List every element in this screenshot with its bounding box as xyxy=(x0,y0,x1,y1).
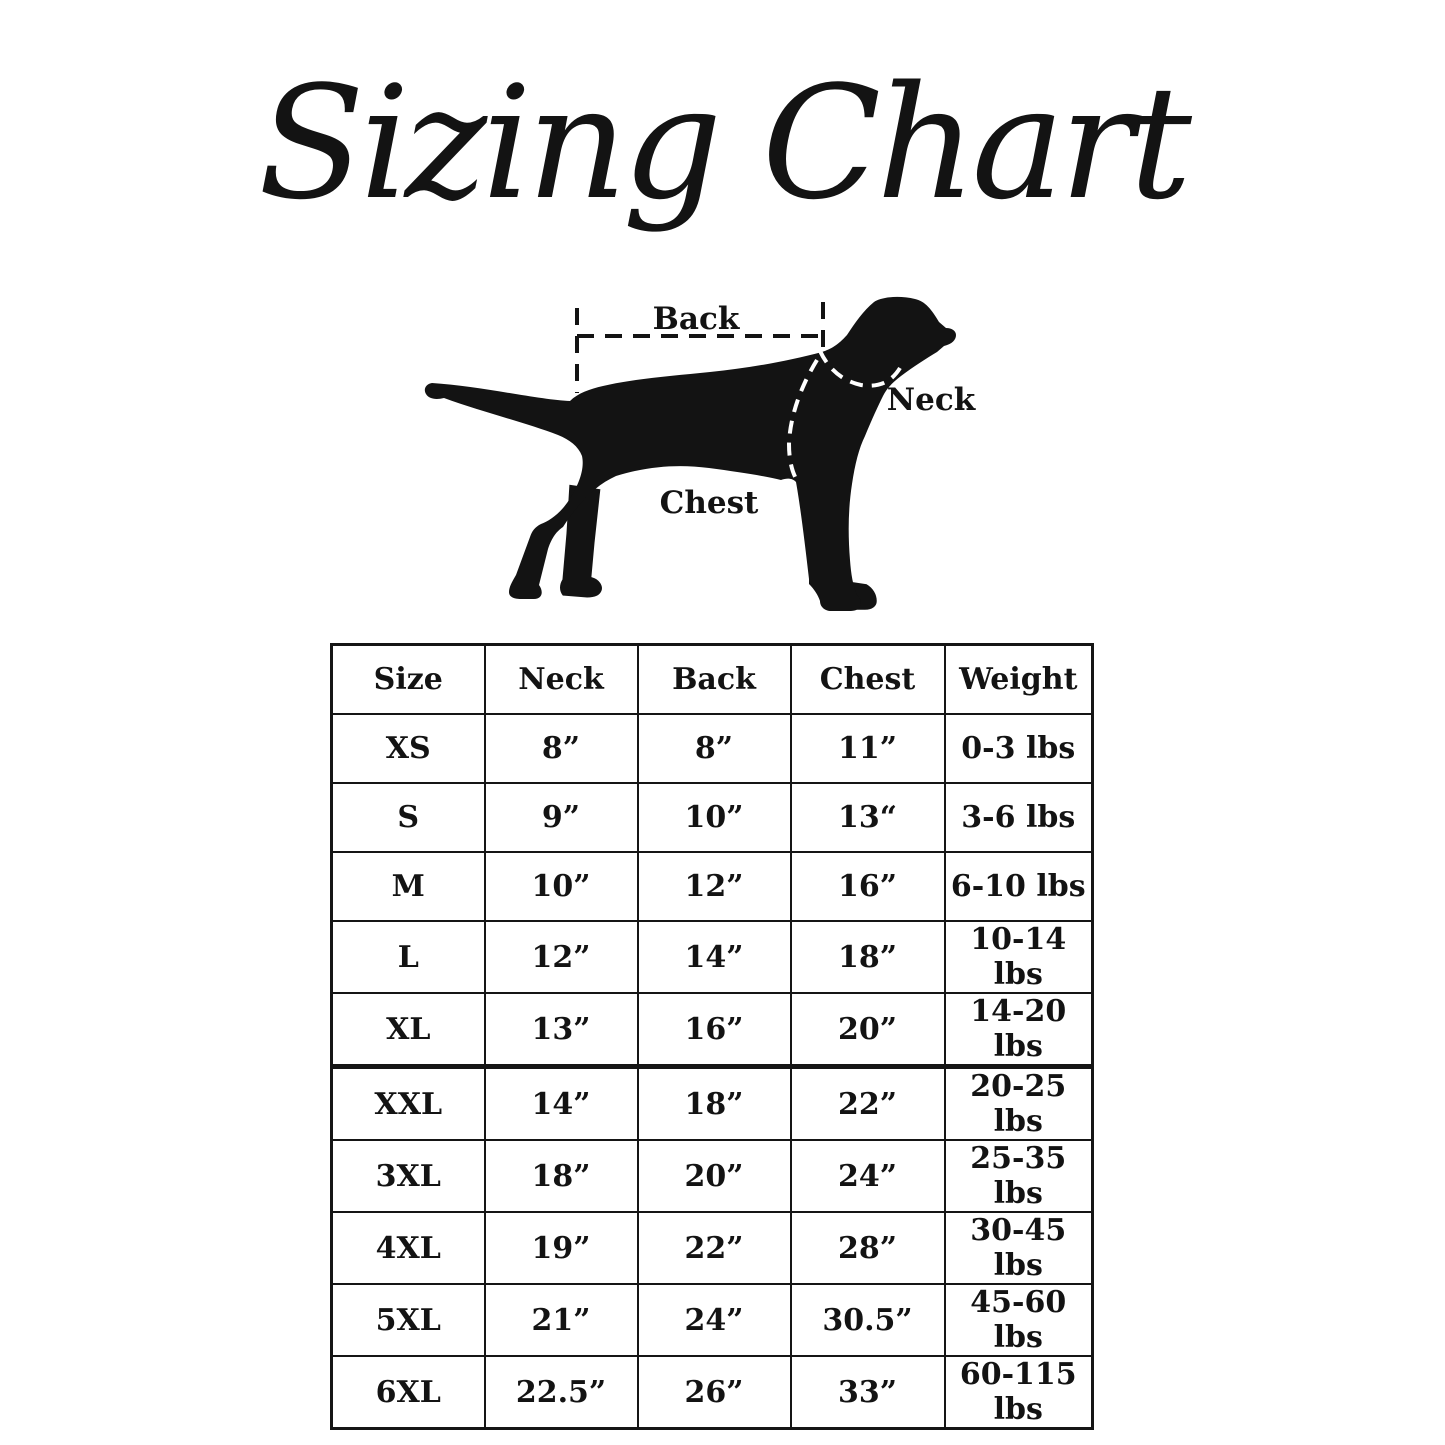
neck-cell: 10” xyxy=(485,852,638,921)
neck-cell: 9” xyxy=(485,783,638,852)
weight-cell: 45-60 lbs xyxy=(945,1284,1093,1356)
chest-cell: 30.5” xyxy=(791,1284,945,1356)
weight-cell: 3-6 lbs xyxy=(945,783,1093,852)
dog-silhouette xyxy=(425,297,956,611)
neck-cell: 8” xyxy=(485,714,638,783)
back-cell: 18” xyxy=(638,1067,791,1141)
chest-cell: 13“ xyxy=(791,783,945,852)
size-row-XXL xyxy=(332,1067,1093,1141)
page-title: Sizing Chart xyxy=(258,52,1187,234)
column-header-size: Size xyxy=(332,645,485,715)
column-header-chest: Chest xyxy=(791,645,945,715)
sizing-table-body xyxy=(332,714,1093,1429)
chest-cell: 16” xyxy=(791,852,945,921)
back-cell: 10” xyxy=(638,783,791,852)
size-cell: 6XL xyxy=(332,1356,485,1429)
size-cell: L xyxy=(332,921,485,993)
chest-cell: 33” xyxy=(791,1356,945,1429)
back-cell: 12” xyxy=(638,852,791,921)
back-cell: 16” xyxy=(638,993,791,1067)
neck-cell: 19” xyxy=(485,1212,638,1284)
size-row-6XL xyxy=(332,1356,1093,1429)
neck-cell: 22.5” xyxy=(485,1356,638,1429)
size-row-XL xyxy=(332,993,1093,1067)
weight-cell: 0-3 lbs xyxy=(945,714,1093,783)
back-cell: 22” xyxy=(638,1212,791,1284)
size-cell: 3XL xyxy=(332,1140,485,1212)
dog-measurement-diagram xyxy=(420,288,980,638)
column-header-weight: Weight xyxy=(945,645,1093,715)
weight-cell: 30-45 lbs xyxy=(945,1212,1093,1284)
neck-label: Neck xyxy=(886,382,976,418)
size-row-L xyxy=(332,921,1093,993)
size-row-S xyxy=(332,783,1093,852)
sizing-table-header xyxy=(332,645,1093,715)
back-cell: 14” xyxy=(638,921,791,993)
chest-cell: 18” xyxy=(791,921,945,993)
back-cell: 8” xyxy=(638,714,791,783)
neck-cell: 14” xyxy=(485,1067,638,1141)
back-cell: 20” xyxy=(638,1140,791,1212)
column-header-back: Back xyxy=(638,645,791,715)
size-row-5XL xyxy=(332,1284,1093,1356)
weight-cell: 20-25 lbs xyxy=(945,1067,1093,1141)
chest-label: Chest xyxy=(659,485,759,521)
size-cell: 4XL xyxy=(332,1212,485,1284)
size-cell: XXL xyxy=(332,1067,485,1141)
size-row-4XL xyxy=(332,1212,1093,1284)
column-header-neck: Neck xyxy=(485,645,638,715)
back-cell: 24” xyxy=(638,1284,791,1356)
chest-cell: 28” xyxy=(791,1212,945,1284)
chest-cell: 20” xyxy=(791,993,945,1067)
neck-cell: 21” xyxy=(485,1284,638,1356)
size-cell: XL xyxy=(332,993,485,1067)
weight-cell: 10-14 lbs xyxy=(945,921,1093,993)
neck-cell: 18” xyxy=(485,1140,638,1212)
weight-cell: 60-115 lbs xyxy=(945,1356,1093,1429)
weight-cell: 6-10 lbs xyxy=(945,852,1093,921)
header-row xyxy=(332,645,1093,715)
neck-cell: 12” xyxy=(485,921,638,993)
dog-diagram-svg xyxy=(420,288,980,638)
chest-cell: 11” xyxy=(791,714,945,783)
back-cell: 26” xyxy=(638,1356,791,1429)
size-row-XS xyxy=(332,714,1093,783)
size-cell: 5XL xyxy=(332,1284,485,1356)
chest-cell: 24” xyxy=(791,1140,945,1212)
chest-cell: 22” xyxy=(791,1067,945,1141)
weight-cell: 14-20 lbs xyxy=(945,993,1093,1067)
sizing-table xyxy=(330,643,1094,1430)
size-cell: S xyxy=(332,783,485,852)
size-row-M xyxy=(332,852,1093,921)
neck-cell: 13” xyxy=(485,993,638,1067)
size-cell: XS xyxy=(332,714,485,783)
size-cell: M xyxy=(332,852,485,921)
weight-cell: 25-35 lbs xyxy=(945,1140,1093,1212)
back-label: Back xyxy=(652,301,740,337)
size-row-3XL xyxy=(332,1140,1093,1212)
